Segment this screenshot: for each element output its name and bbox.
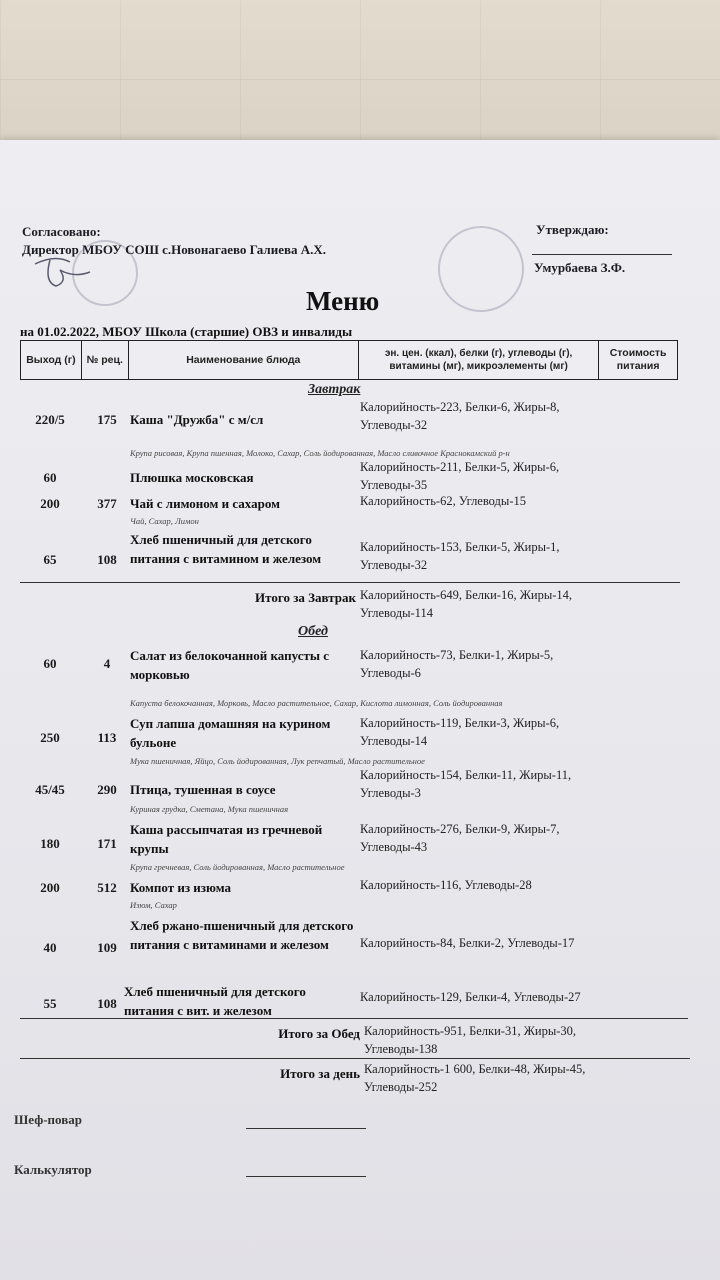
breakfast-total-value: Калорийность-649, Белки-16, Жиры-14, Углеводы-114 — [360, 588, 573, 620]
divider — [20, 1018, 688, 1019]
chef-label: Шеф-повар — [14, 1112, 82, 1127]
divider — [20, 1058, 690, 1059]
divider — [20, 582, 680, 583]
chef-signature-line — [246, 1128, 366, 1129]
day-total-label: Итого за день — [280, 1066, 360, 1081]
col-dish: Наименование блюда — [129, 341, 359, 379]
signature-scribble — [30, 252, 100, 292]
seal-stamp-right — [438, 226, 524, 312]
col-output: Выход (г) — [21, 341, 82, 379]
col-nutrition: эн. цен. (ккал), белки (г), углеводы (г), витамины (мг), микроэлементы (мг) — [359, 341, 599, 379]
approve-label: Утверждаю: — [536, 222, 609, 237]
director-line: Директор МБОУ СОШ с.Новонагаево Галиева А.Х. — [22, 242, 327, 257]
table-header — [20, 340, 678, 380]
calculator-signature-line — [246, 1176, 366, 1177]
col-recipe: № рец. — [82, 341, 129, 379]
page-subtitle: на 01.02.2022, МБОУ Школа (старшие) ОВЗ и инвалиды — [20, 324, 353, 339]
page-title: Меню — [306, 286, 380, 316]
lunch-total-label: Итого за Обед — [278, 1026, 360, 1041]
approve-signature-line — [532, 254, 672, 255]
breakfast-total-label: Итого за Завтрак — [255, 590, 356, 605]
lunch-total-value: Калорийность-951, Белки-31, Жиры-30, Углеводы-138 — [364, 1024, 577, 1056]
approver-name: Умурбаева З.Ф. — [534, 260, 626, 275]
day-total-value: Калорийность-1 600, Белки-48, Жиры-45, Углеводы-252 — [364, 1062, 586, 1094]
agreed-label: Согласовано: — [22, 224, 101, 239]
section-breakfast: Завтрак — [308, 382, 361, 397]
section-lunch: Обед — [298, 624, 328, 639]
calculator-label: Калькулятор — [14, 1162, 92, 1177]
col-cost: Стоимость питания — [609, 347, 667, 372]
